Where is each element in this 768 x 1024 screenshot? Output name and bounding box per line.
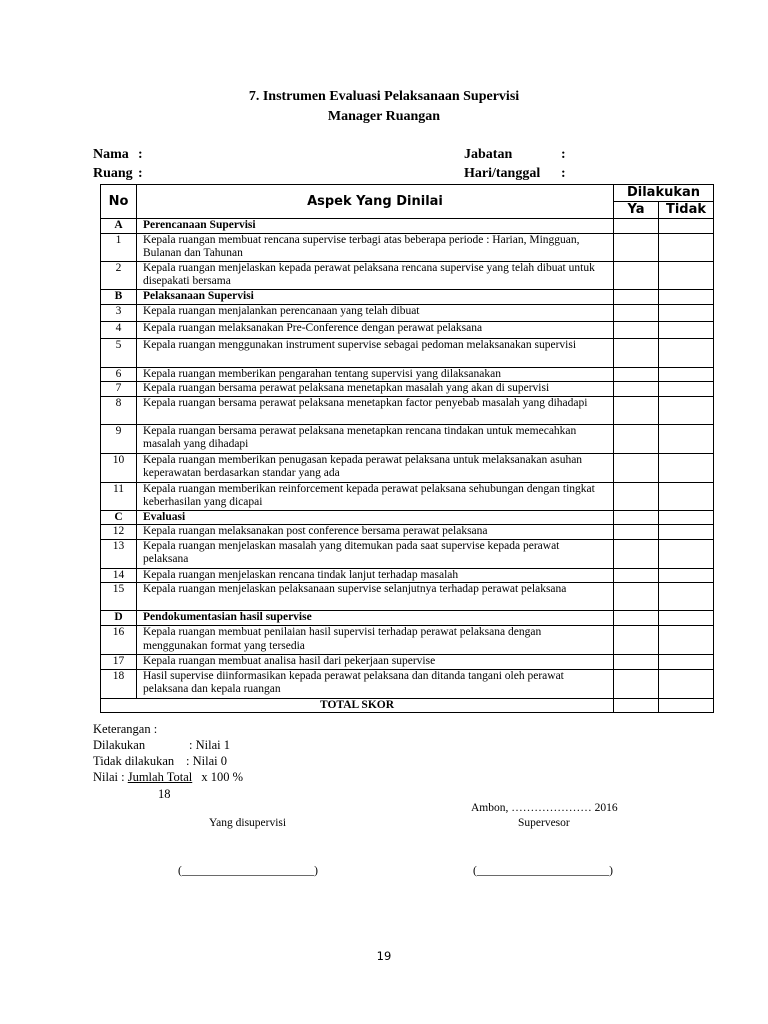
aspect-text: Kepala ruangan memberikan reinforcement kepada perawat pelaksana sehubungan dengan tingkat keberhasilan yang dicapai	[137, 482, 614, 510]
ya-cell[interactable]	[614, 482, 659, 510]
tidak-cell[interactable]	[659, 367, 714, 382]
aspect-text: Kepala ruangan bersama perawat pelaksana menetapkan factor penyebab masalah yang dihadapi	[137, 396, 614, 424]
table-row	[101, 261, 714, 289]
dilakukan-value: : Nilai 1	[189, 738, 230, 752]
tidak-cell[interactable]	[659, 669, 714, 698]
aspect-text: Kepala ruangan membuat penilaian hasil supervisi terhadap perawat pelaksana dengan menggunakan format yang tersedia	[137, 626, 614, 655]
ya-cell[interactable]	[614, 655, 659, 670]
row-number: C	[101, 510, 137, 525]
aspect-text: Hasil supervise diinformasikan kepada perawat pelaksana dan ditanda tangani oleh perawat pelaksana dan kepala ruangan	[137, 669, 614, 698]
signature-left-label: Yang disupervisi	[209, 817, 287, 829]
tidak-cell[interactable]	[659, 219, 714, 234]
jumlah-total: Jumlah Total	[127, 770, 193, 784]
aspect-text: Kepala ruangan bersama perawat pelaksana menetapkan rencana tindakan untuk memecahkan masalah yang dihadapi	[137, 424, 614, 453]
table-row	[101, 525, 714, 540]
ya-cell[interactable]	[614, 321, 659, 338]
table-row	[101, 424, 714, 453]
hari-tanggal-colon: :	[561, 166, 566, 181]
row-number: 7	[101, 382, 137, 397]
row-number: D	[101, 611, 137, 626]
ya-cell[interactable]	[614, 424, 659, 453]
aspect-text: Kepala ruangan menjelaskan masalah yang ditemukan pada saat supervise kepada perawat pelaksana	[137, 539, 614, 568]
row-number: 8	[101, 396, 137, 424]
signature-left-line: (_______________________)	[178, 865, 318, 877]
aspect-text: Kepala ruangan memberikan pengarahan tentang supervisi yang dilaksanakan	[137, 367, 614, 382]
tidak-dilakukan-label: Tidak dilakukan	[93, 754, 175, 768]
total-tidak-cell[interactable]	[659, 698, 714, 713]
row-number: 6	[101, 367, 137, 382]
table-body	[101, 219, 714, 713]
tidak-cell[interactable]	[659, 396, 714, 424]
table-row	[101, 626, 714, 655]
jabatan-colon: :	[561, 147, 566, 162]
tidak-cell[interactable]	[659, 525, 714, 540]
aspect-text: Kepala ruangan bersama perawat pelaksana menetapkan masalah yang akan di supervisi	[137, 382, 614, 397]
section-row	[101, 510, 714, 525]
section-row	[101, 219, 714, 234]
tidak-cell[interactable]	[659, 655, 714, 670]
aspect-text: Kepala ruangan menjelaskan kepada perawat pelaksana rencana supervise yang telah dibuat untuk disepakati bersama	[137, 261, 614, 289]
aspect-text: Kepala ruangan membuat analisa hasil dari pekerjaan supervise	[137, 655, 614, 670]
row-number: 4	[101, 321, 137, 338]
dilakukan-label: Dilakukan	[93, 738, 146, 752]
signature-right-label: Supervesor	[518, 817, 570, 829]
nilai-formula	[93, 769, 243, 785]
tidak-cell[interactable]	[659, 424, 714, 453]
tidak-cell[interactable]	[659, 233, 714, 261]
ruang-colon: :	[138, 166, 143, 181]
tidak-cell[interactable]	[659, 382, 714, 397]
jabatan-label: Jabatan	[464, 147, 513, 162]
total-skor-label: TOTAL SKOR	[101, 698, 614, 713]
tidak-cell[interactable]	[659, 453, 714, 482]
aspect-text: Kepala ruangan melaksanakan Pre-Conference dengan perawat pelaksana	[137, 321, 614, 338]
row-number: 2	[101, 261, 137, 289]
row-number: 13	[101, 539, 137, 568]
table-row	[101, 233, 714, 261]
row-number: 18	[101, 669, 137, 698]
col-header-dilakukan: Dilakukan	[614, 185, 714, 202]
tidak-cell[interactable]	[659, 583, 714, 611]
ya-cell[interactable]	[614, 396, 659, 424]
nilai-denominator: 18	[158, 787, 171, 801]
total-ya-cell[interactable]	[614, 698, 659, 713]
ya-cell[interactable]	[614, 261, 659, 289]
table-row	[101, 382, 714, 397]
tidak-cell[interactable]	[659, 626, 714, 655]
table-row	[101, 568, 714, 583]
table-row	[101, 338, 714, 367]
ya-cell[interactable]	[614, 583, 659, 611]
tidak-cell[interactable]	[659, 338, 714, 367]
aspect-text: Kepala ruangan membuat rencana supervise terbagi atas beberapa periode : Harian, Mingguan, Bulanan dan Tahunan	[137, 233, 614, 261]
tidak-cell[interactable]	[659, 321, 714, 338]
signature-place-date: Ambon, ………………… 2016	[471, 802, 618, 814]
table-row	[101, 583, 714, 611]
row-number: 12	[101, 525, 137, 540]
nama-colon: :	[138, 147, 143, 162]
nilai-prefix: Nilai :	[93, 770, 125, 784]
tidak-dilakukan-value: : Nilai 0	[186, 754, 227, 768]
table-row	[101, 321, 714, 338]
tidak-cell[interactable]	[659, 304, 714, 321]
aspect-text: Kepala ruangan menjelaskan rencana tindak lanjut terhadap masalah	[137, 568, 614, 583]
section-title: Pendokumentasian hasil supervise	[137, 611, 614, 626]
row-number: 16	[101, 626, 137, 655]
ya-cell[interactable]	[614, 233, 659, 261]
nilai-suffix: x 100 %	[201, 770, 244, 784]
keterangan-label: Keterangan :	[93, 722, 158, 736]
document-title-line1: 7. Instrumen Evaluasi Pelaksanaan Supervisi	[248, 89, 520, 104]
ya-cell[interactable]	[614, 382, 659, 397]
row-number: 11	[101, 482, 137, 510]
ya-cell[interactable]	[614, 611, 659, 626]
page-number: 19	[376, 949, 392, 963]
aspect-text: Kepala ruangan memberikan penugasan kepada perawat pelaksana untuk melaksanakan asuhan keperawatan berdasarkan standar yang ada	[137, 453, 614, 482]
row-number: 5	[101, 338, 137, 367]
ya-cell[interactable]	[614, 510, 659, 525]
tidak-cell[interactable]	[659, 510, 714, 525]
tidak-cell[interactable]	[659, 611, 714, 626]
ruang-label: Ruang	[93, 166, 133, 181]
col-header-tidak: Tidak	[659, 202, 714, 219]
col-header-aspek: Aspek Yang Dinilai	[137, 185, 614, 219]
signature-right-line: (_______________________)	[473, 865, 613, 877]
row-number: 9	[101, 424, 137, 453]
col-header-no: No	[101, 185, 137, 219]
tidak-cell[interactable]	[659, 482, 714, 510]
row-number: 10	[101, 453, 137, 482]
table-row	[101, 453, 714, 482]
row-number: 17	[101, 655, 137, 670]
aspect-text: Kepala ruangan menjalankan perencanaan yang telah dibuat	[137, 304, 614, 321]
table-row	[101, 304, 714, 321]
section-row	[101, 289, 714, 304]
table-row	[101, 539, 714, 568]
table-row	[101, 655, 714, 670]
section-title: Evaluasi	[137, 510, 614, 525]
aspect-text: Kepala ruangan menggunakan instrument supervise sebagai pedoman melaksanakan supervisi	[137, 338, 614, 367]
table-row	[101, 367, 714, 382]
ya-cell[interactable]	[614, 338, 659, 367]
row-number: B	[101, 289, 137, 304]
tidak-cell[interactable]	[659, 539, 714, 568]
table-row	[101, 669, 714, 698]
section-title: Pelaksanaan Supervisi	[137, 289, 614, 304]
hari-tanggal-label: Hari/tanggal	[464, 166, 541, 181]
total-row	[101, 698, 714, 713]
nama-label: Nama	[93, 147, 129, 162]
row-number: 15	[101, 583, 137, 611]
ya-cell[interactable]	[614, 669, 659, 698]
ya-cell[interactable]	[614, 304, 659, 321]
section-row	[101, 611, 714, 626]
ya-cell[interactable]	[614, 289, 659, 304]
ya-cell[interactable]	[614, 219, 659, 234]
ya-cell[interactable]	[614, 525, 659, 540]
tidak-cell[interactable]	[659, 261, 714, 289]
document-title-line2: Manager Ruangan	[327, 109, 441, 124]
tidak-cell[interactable]	[659, 289, 714, 304]
row-number: A	[101, 219, 137, 234]
ya-cell[interactable]	[614, 367, 659, 382]
ya-cell[interactable]	[614, 539, 659, 568]
aspect-text: Kepala ruangan melaksanakan post conference bersama perawat pelaksana	[137, 525, 614, 540]
ya-cell[interactable]	[614, 626, 659, 655]
col-header-ya: Ya	[614, 202, 659, 219]
ya-cell[interactable]	[614, 568, 659, 583]
aspect-text: Kepala ruangan menjelaskan pelaksanaan supervise selanjutnya terhadap perawat pelaksana	[137, 583, 614, 611]
evaluation-table	[100, 184, 714, 713]
row-number: 1	[101, 233, 137, 261]
ya-cell[interactable]	[614, 453, 659, 482]
row-number: 3	[101, 304, 137, 321]
tidak-cell[interactable]	[659, 568, 714, 583]
section-title: Perencanaan Supervisi	[137, 219, 614, 234]
table-row	[101, 396, 714, 424]
row-number: 14	[101, 568, 137, 583]
table-row	[101, 482, 714, 510]
